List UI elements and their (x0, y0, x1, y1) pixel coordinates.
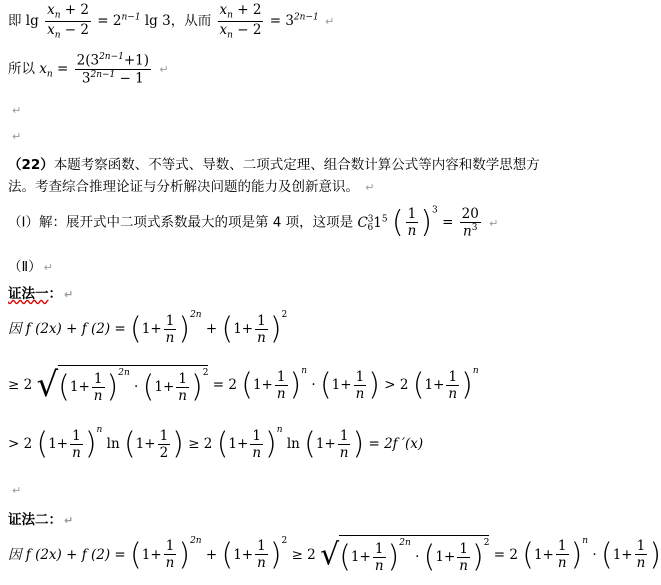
paragraph-mark: ↵ (325, 15, 335, 29)
fraction-solution: $\frac{2(3^{2n-1}+1)}{3^{2n-1} - 1}$ (76, 52, 150, 86)
prefix-suoyi: 所以 (8, 61, 35, 77)
part-1-label: （Ⅰ）解： (8, 214, 66, 231)
problem-22-text-1: 本题考察函数、不等式、导数、二项式定理、组合数计算公式等内容和数学思想方 (53, 157, 540, 173)
empty-line-1: ↵ (12, 104, 22, 117)
binomial-coefficient: $C^3_61^5$ (357, 214, 388, 234)
problem-22-text-2: 法。考查综合推理论证与分析解决问题的能力及创新意识。 (8, 179, 359, 195)
empty-line-2: ↵ (12, 130, 22, 143)
problem-22-label: （22） (8, 157, 54, 173)
proof-1-title-line: 证法一： ↵ (8, 286, 74, 302)
line-2 (8, 52, 169, 86)
part-2-label: （Ⅱ） (8, 259, 42, 275)
lg-label: lg (25, 13, 39, 30)
proof-2-title-line: 证法二： ↵ (8, 512, 74, 528)
part-2-label-line: （Ⅱ） ↵ (8, 259, 53, 275)
rhs-1: = $2^{n-1}$ (97, 12, 141, 30)
fraction-1-over-n: $\frac{1}{n}$ (407, 206, 417, 239)
var-xn: $x_n$ (39, 61, 53, 80)
fraction-xn: $\frac{x_n + 2}{x_n - 2}$ (47, 2, 89, 41)
problem-22-line-1 (8, 153, 540, 173)
empty-line-3: ↵ (12, 484, 22, 497)
equation-d: 因 f (2x) + f (2) = (1+ $\frac{1}{n}$ )$^{2n}$ + (1+ $\frac{1}{n}$ )$^2$ ≥ 2 √(1+ $\frac{1}{n}$ )$^{2n}$ · (1+ $\frac{1}{n}$ )$^2$ = 2 (1+ $\frac{1}{n}$ )$^n$ · (1+ $\frac{1}{n}$ ) (8, 535, 661, 575)
rhs-2: = $3^{2n-1}$ (269, 12, 319, 30)
equation-a: 因 f (2x) + f (2) = (1+ $\frac{1}{n}$ )$^{2n}$ + (1+ $\frac{1}{n}$ )$^2$ (8, 310, 288, 347)
equation-c: > 2 (1+ $\frac{1}{n}$ )$^n$ ln (1+ $\frac{1}{2}$ ) ≥ 2 (1+ $\frac{1}{n}$ )$^n$ ln (1+ $\frac{1}{n}$ ) = 2f ′(x) (8, 425, 424, 462)
prefix-ji: 即 (8, 13, 22, 30)
fraction-result: $\frac{20}{n^3}$ (461, 205, 479, 240)
problem-22-line-2: 法。考查综合推理论证与分析解决问题的能力及创新意识。 ↵ (8, 179, 375, 195)
paragraph-mark: ↵ (159, 63, 169, 76)
equals: = (57, 61, 69, 77)
fraction-xn-2: $\frac{x_n + 2}{x_n - 2}$ (219, 2, 262, 41)
line-1 (8, 2, 334, 40)
part-1-line: （Ⅰ）解：展开式中二项式系数最大的项是第 4 项，这项是 $C^3_61^5$ ( $\frac{1}{n}$ )$^3$ = $\frac{20}{n^3}$ ↵ (8, 205, 499, 240)
equation-b: ≥ 2 √(1+ $\frac{1}{n}$ )$^{2n}$ · (1+ $\frac{1}{n}$ )$^2$ = 2 (1+ $\frac{1}{n}$ )$^n$ · (1+ $\frac{1}{n}$ ) > 2 (1+ $\frac{1}{n}$ )$^n$ (8, 365, 479, 405)
proof-2-title: 证法二 (8, 512, 49, 528)
part-1-text: 展开式中二项式系数最大的项是第 4 项，这项是 (65, 214, 354, 231)
rhs-1-tail: lg 3，从而 (144, 13, 212, 30)
proof-1-title: 证法一 (8, 286, 49, 302)
